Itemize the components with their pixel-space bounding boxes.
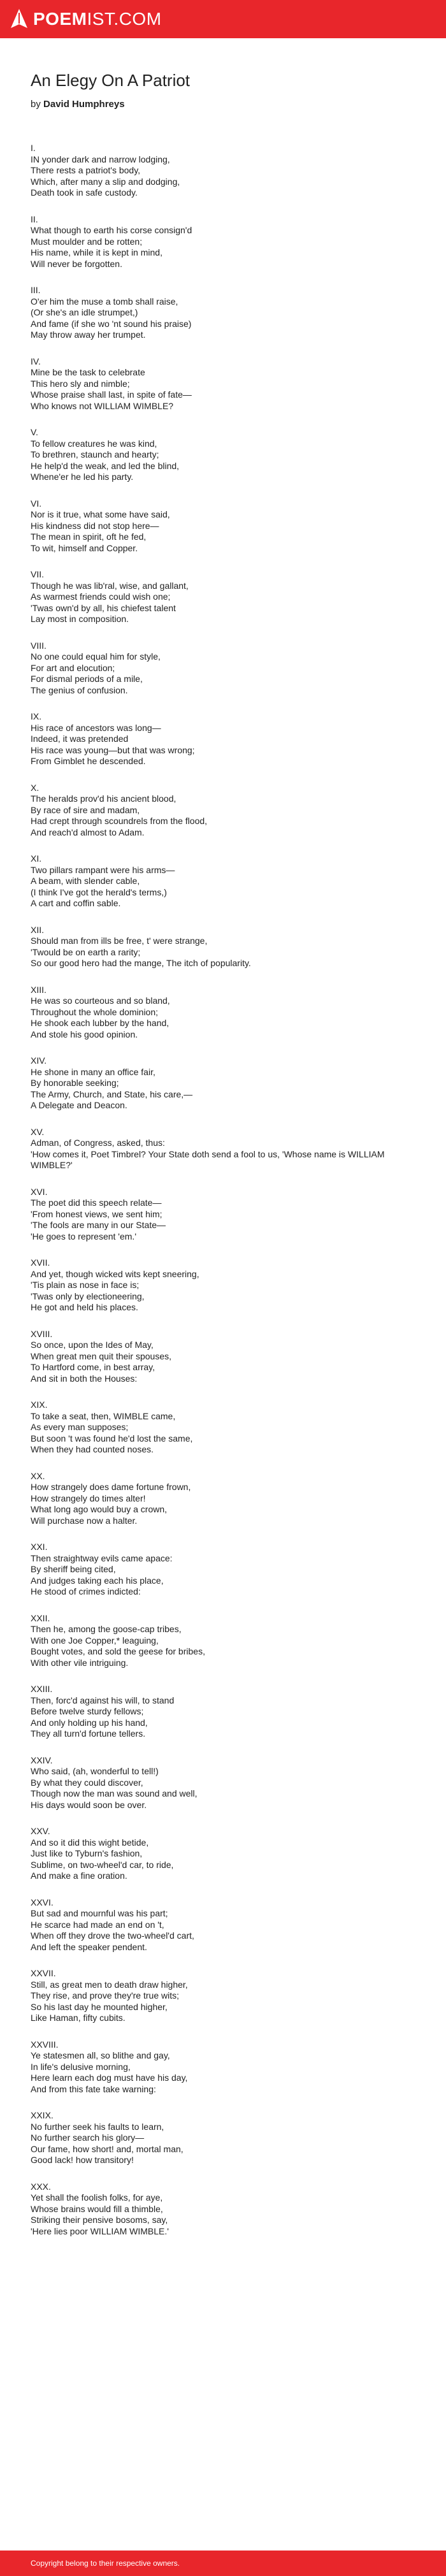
poem-body: [31, 143, 413, 2237]
poem-line: And sit in both the Houses:: [31, 1373, 138, 1384]
stanza-number: II.: [31, 213, 38, 224]
stanza-number: V.: [31, 427, 38, 437]
poem-line: With other vile intriguing.: [31, 1657, 129, 1668]
poem-line: Like Haman, fifty cubits.: [31, 2013, 126, 2023]
stanza: [31, 2110, 413, 2166]
poem-line: So our good hero had the mange, The itch of popularity.: [31, 958, 251, 968]
poem-line: 'From honest views, we sent him;: [31, 1208, 162, 1219]
poem-line: No one could equal him for style,: [31, 651, 161, 662]
stanza: [31, 1542, 413, 1598]
poem-line: How strangely do times alter!: [31, 1493, 146, 1503]
poem-line: When off they drove the two-wheel'd cart,: [31, 1930, 194, 1941]
stanza-number: XXIII.: [31, 1684, 53, 1694]
poem-line: Death took in safe custody.: [31, 187, 138, 198]
poem-line: What long ago would buy a crown,: [31, 1504, 168, 1514]
poem-line: Must moulder and be rotten;: [31, 236, 143, 247]
poem-line: 'Tis plain as nose in face is;: [31, 1280, 140, 1290]
poem-line: He got and held his places.: [31, 1302, 138, 1312]
poem-line: Here learn each dog must have his day,: [31, 2073, 188, 2083]
poem-line: Who knows not WILLIAM WIMBLE?: [31, 400, 174, 411]
poem-line: By race of sire and madam,: [31, 804, 140, 815]
poem-line: Yet shall the foolish folks, for aye,: [31, 2192, 163, 2203]
poem-line: As warmest friends could wish one;: [31, 591, 171, 602]
poem-line: They all turn'd fortune tellers.: [31, 1728, 146, 1739]
poem-line: Indeed, it was pretended: [31, 734, 129, 744]
poem-line: Throughout the whole dominion;: [31, 1006, 159, 1017]
poem-line: And left the speaker pendent.: [31, 1941, 147, 1952]
stanza: [31, 1684, 413, 1740]
stanza-number: XXVIII.: [31, 2039, 59, 2050]
stanza-number: XXII.: [31, 1612, 50, 1623]
stanza-number: XV.: [31, 1126, 45, 1137]
stanza: [31, 1400, 413, 1456]
stanza-number: VII.: [31, 569, 45, 579]
poem-line: So his last day he mounted higher,: [31, 2001, 168, 2012]
poem-line: The Army, Church, and State, his care,—: [31, 1089, 193, 1099]
poem-line: (Or she's an idle strumpet,): [31, 307, 138, 317]
stanza: [31, 1127, 413, 1171]
poem-line: With one Joe Copper,* leaguing,: [31, 1635, 159, 1646]
poem-line: No further search his glory—: [31, 2132, 145, 2143]
stanza: [31, 143, 413, 199]
stanza: [31, 1897, 413, 1953]
poem-line: Though he was lib'ral, wise, and gallant,: [31, 580, 189, 591]
poem-line: He was so courteous and so bland,: [31, 995, 170, 1006]
poem-line: Whose brains would fill a thimble,: [31, 2203, 163, 2214]
stanza: [31, 1968, 413, 2024]
stanza-number: XXIX.: [31, 2110, 54, 2120]
poem-line: This hero sly and nimble;: [31, 378, 130, 389]
stanza: [31, 1471, 413, 1527]
poem-line: And yet, though wicked wits kept sneering,: [31, 1268, 199, 1279]
poem-line: 'How comes it, Poet Timbrel? Your State doth send a fool to us, 'Whose name is WILLIAM WIMBLE?': [31, 1148, 385, 1170]
stanza: [31, 569, 413, 625]
stanza-number: XIX.: [31, 1400, 48, 1410]
poem-line: Ye statesmen all, so blithe and gay,: [31, 2050, 170, 2060]
stanza-number: XVII.: [31, 1257, 50, 1268]
poem-line: And so it did this wight betide,: [31, 1837, 149, 1848]
stanza-number: XII.: [31, 924, 45, 935]
stanza-number: XI.: [31, 853, 42, 864]
poem-line: Our fame, how short! and, mortal man,: [31, 2143, 183, 2154]
poem-line: There rests a patriot's body,: [31, 165, 141, 175]
poem-line: Mine be the task to celebrate: [31, 367, 145, 377]
poem-line: And from this fate take warning:: [31, 2083, 156, 2094]
site-logo-link[interactable]: [10, 0, 162, 38]
poem-line: And stole his good opinion.: [31, 1029, 138, 1039]
poem-title: An Elegy On A Patriot: [31, 71, 191, 90]
stanza: [31, 853, 413, 909]
poem-line: Will purchase now a halter.: [31, 1515, 138, 1526]
by-label: by: [31, 99, 41, 110]
poem-line: As every man supposes;: [31, 1422, 129, 1432]
poem-line: Bought votes, and sold the geese for bribes,: [31, 1646, 205, 1656]
stanza: [31, 783, 413, 839]
poem-line: By honorable seeking;: [31, 1078, 119, 1088]
stanza: [31, 1055, 413, 1111]
stanza: [31, 640, 413, 697]
stanza-number: XXIV.: [31, 1755, 53, 1765]
poem-line: Will never be forgotten.: [31, 258, 122, 269]
stanza: [31, 1257, 413, 1313]
poem-line: Had crept through scoundrels from the flood,: [31, 816, 208, 826]
poem-line: He help'd the weak, and led the blind,: [31, 460, 180, 471]
poem-line: How strangely does dame fortune frown,: [31, 1482, 191, 1492]
poem-line: Lay most in composition.: [31, 614, 129, 624]
poem-line: Then he, among the goose-cap tribes,: [31, 1624, 182, 1634]
poem-line: By sheriff being cited,: [31, 1564, 116, 1574]
stanza: [31, 498, 413, 554]
poem-line: For dismal periods of a mile,: [31, 674, 143, 684]
poem-line: The poet did this speech relate—: [31, 1198, 162, 1208]
stanza: [31, 2039, 413, 2095]
quill-logo-icon: [10, 8, 28, 30]
poem-line: He stood of crimes indicted:: [31, 1586, 141, 1596]
poem-line: And make a fine oration.: [31, 1870, 127, 1881]
poem-line: Though now the man was sound and well,: [31, 1788, 198, 1798]
poem-line: Nor is it true, what some have said,: [31, 509, 170, 519]
poem-line: O'er him the muse a tomb shall raise,: [31, 296, 178, 307]
poem-line: Striking their pensive bosoms, say,: [31, 2215, 168, 2225]
stanza: [31, 1329, 413, 1385]
poem-line: A beam, with slender cable,: [31, 876, 140, 886]
poem-line: 'Twas only by electioneering,: [31, 1291, 145, 1301]
stanza: [31, 925, 413, 969]
poem-line: They rise, and prove they're true wits;: [31, 1990, 179, 2001]
poem-line: A cart and coffin sable.: [31, 898, 121, 908]
poem-line: His race of ancestors was long—: [31, 722, 161, 733]
stanza-number: IV.: [31, 356, 41, 366]
stanza-number: XIV.: [31, 1055, 47, 1066]
site-footer: [0, 2551, 446, 2576]
stanza-number: XXX.: [31, 2181, 51, 2192]
poem-line: The genius of confusion.: [31, 684, 128, 695]
poem-line: To brethren, staunch and hearty;: [31, 449, 159, 459]
poem-line: A Delegate and Deacon.: [31, 1100, 127, 1110]
poem-line: Then, forc'd against his will, to stand: [31, 1695, 175, 1705]
stanza-number: IX.: [31, 711, 42, 721]
poem-line: 'The fools are many in our State—: [31, 1220, 166, 1230]
poem-line: And reach'd almost to Adam.: [31, 827, 145, 837]
poem-line: Just like to Tyburn's fashion,: [31, 1848, 143, 1858]
poem-line: 'He goes to represent 'em.': [31, 1231, 136, 1241]
poem-line: To Hartford come, in best array,: [31, 1362, 155, 1372]
poem-line: Still, as great men to death draw higher,: [31, 1979, 188, 1990]
poem-line: Before twelve sturdy fellows;: [31, 1706, 144, 1716]
poem-line: He shook each lubber by the hand,: [31, 1018, 169, 1028]
poem-line: The heralds prov'd his ancient blood,: [31, 793, 176, 804]
poem-line: Good lack! how transitory!: [31, 2155, 134, 2165]
author-link[interactable]: David Humphreys: [43, 99, 125, 110]
poem-line: To wit, himself and Copper.: [31, 542, 138, 553]
poem-line: Which, after many a slip and dodging,: [31, 176, 180, 187]
poem-line: And judges taking each his place,: [31, 1575, 164, 1586]
poem-line: His name, while it is kept in mind,: [31, 247, 162, 257]
poem-line: 'Twas own'd by all, his chiefest talent: [31, 602, 176, 613]
stanza: [31, 1755, 413, 1811]
poem-line: For art and elocution;: [31, 662, 115, 673]
copyright-text: Copyright belong to their respective owners.: [31, 2559, 180, 2568]
poem-line: Whene'er he led his party.: [31, 472, 134, 482]
stanza: [31, 985, 413, 1041]
stanza: [31, 1187, 413, 1243]
poem-line: Should man from ills be free, t' were strange,: [31, 936, 208, 946]
poem-line: May throw away her trumpet.: [31, 329, 146, 340]
poem-line: To take a seat, then, WIMBLE came,: [31, 1410, 176, 1421]
stanza-number: XX.: [31, 1470, 45, 1481]
stanza-number: XXVI.: [31, 1897, 54, 1907]
poem-line: IN yonder dark and narrow lodging,: [31, 154, 170, 164]
poem-line: His race was young—but that was wrong;: [31, 744, 195, 755]
poem-line: By what they could discover,: [31, 1777, 143, 1788]
poem-line: What though to earth his corse consign'd: [31, 225, 192, 235]
poem-line: When great men quit their spouses,: [31, 1350, 172, 1361]
poem-line: Adman, of Congress, asked, thus:: [31, 1138, 165, 1148]
poem-line: So once, upon the Ides of May,: [31, 1340, 154, 1350]
poem-line: His kindness did not stop here—: [31, 520, 159, 531]
stanza-number: XXVII.: [31, 1968, 56, 1978]
stanza: [31, 2182, 413, 2238]
stanza-number: XVIII.: [31, 1328, 53, 1339]
poem-line: Then straightway evils came apace:: [31, 1552, 173, 1563]
stanza: [31, 214, 413, 270]
poem-line: Whose praise shall last, in spite of fate—: [31, 389, 192, 400]
poem-line: Who said, (ah, wonderful to tell!): [31, 1766, 159, 1776]
stanza: [31, 1613, 413, 1669]
stanza-number: I.: [31, 143, 36, 153]
poem-line: His days would soon be over.: [31, 1799, 147, 1810]
site-logo-text: POEMIST.COM: [33, 9, 162, 29]
poem-line: To fellow creatures he was kind,: [31, 438, 157, 449]
poem-line: (I think I've got the herald's terms,): [31, 886, 167, 897]
stanza: [31, 711, 413, 767]
stanza-number: XXI.: [31, 1542, 48, 1552]
poem-line: Two pillars rampant were his arms—: [31, 864, 175, 875]
poem-line: And fame (if she wo 'nt sound his praise): [31, 318, 192, 329]
poem-line: From Gimblet he descended.: [31, 756, 146, 766]
stanza: [31, 356, 413, 412]
poem-line: In life's delusive morning,: [31, 2061, 131, 2072]
poem-line: But soon 't was found he'd lost the same,: [31, 1433, 193, 1444]
poem-content: [31, 70, 413, 2252]
stanza-number: X.: [31, 782, 40, 793]
poem-line: And only holding up his hand,: [31, 1717, 148, 1728]
poem-line: 'Here lies poor WILLIAM WIMBLE.': [31, 2225, 169, 2236]
stanza: [31, 1826, 413, 1882]
poem-line: When they had counted noses.: [31, 1444, 154, 1454]
stanza-number: XXV.: [31, 1826, 50, 1836]
poem-line: He scarce had made an end on 't,: [31, 1919, 164, 1930]
site-header: [0, 0, 446, 38]
stanza-number: VIII.: [31, 640, 47, 651]
stanza: [31, 285, 413, 341]
poem-line: The mean in spirit, oft he fed,: [31, 532, 147, 542]
poem-line: 'Twould be on earth a rarity;: [31, 946, 141, 957]
poem-byline: [31, 98, 413, 111]
poem-line: Sublime, on two-wheel'd car, to ride,: [31, 1859, 174, 1870]
stanza-number: VI.: [31, 498, 42, 509]
stanza-number: XVI.: [31, 1186, 48, 1197]
stanza-number: XIII.: [31, 984, 47, 995]
poem-line: He shone in many an office fair,: [31, 1066, 155, 1077]
poem-line: No further seek his faults to learn,: [31, 2121, 164, 2132]
poem-line: But sad and mournful was his part;: [31, 1908, 168, 1918]
stanza: [31, 427, 413, 483]
stanza-number: III.: [31, 285, 41, 295]
